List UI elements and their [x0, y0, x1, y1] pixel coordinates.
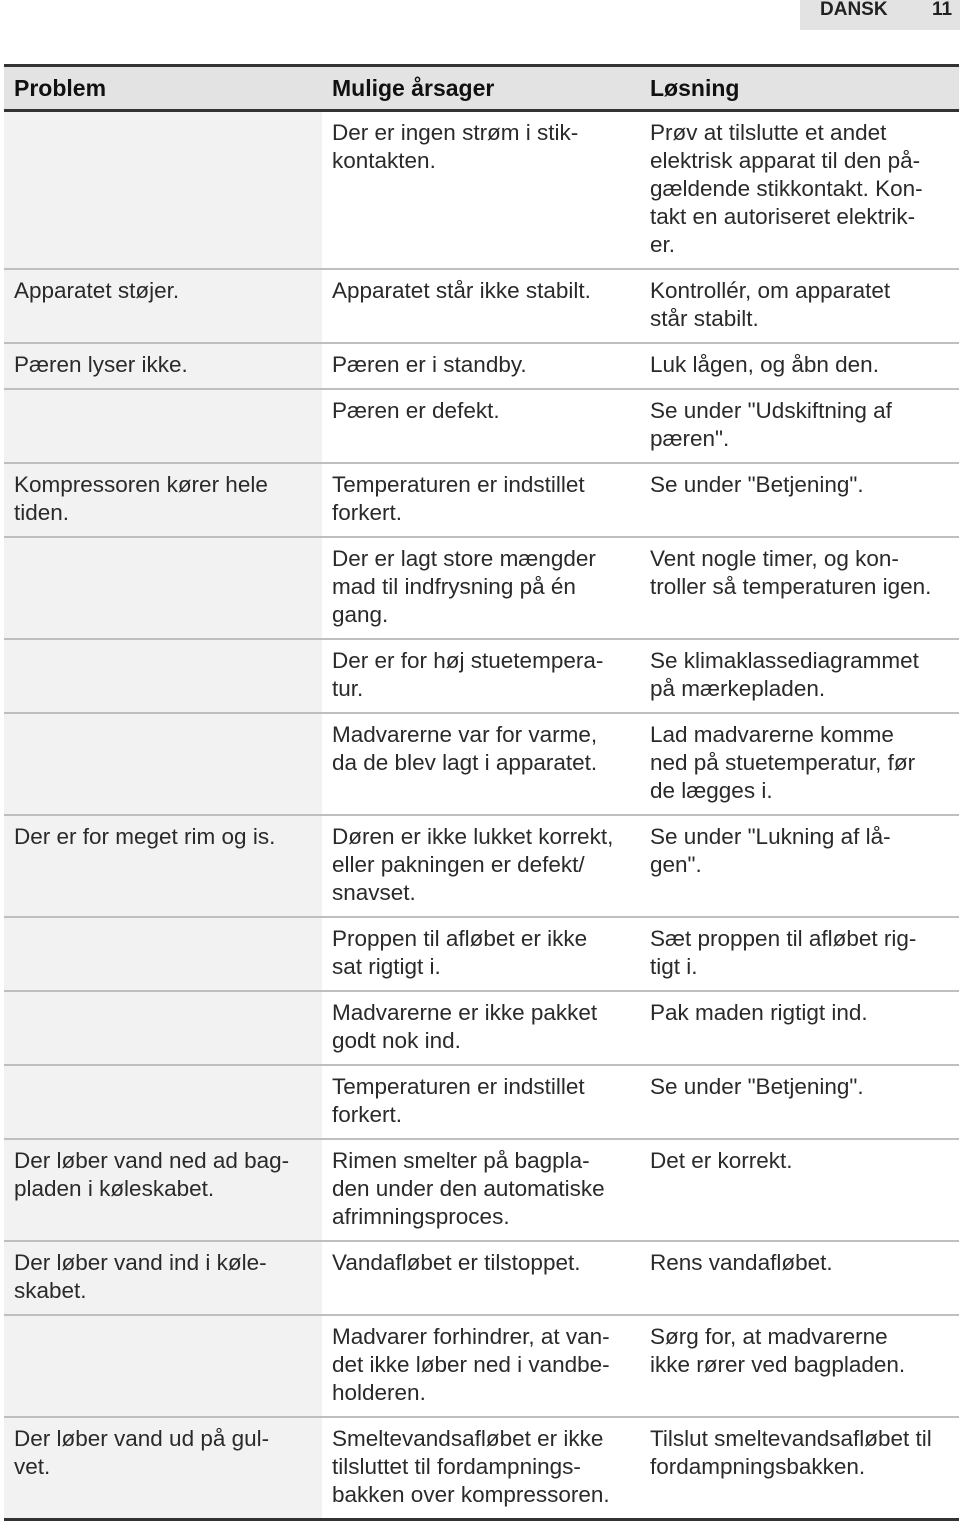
cause-cell: Pæren er i standby. [322, 343, 640, 389]
problem-cell: Der løber vand ud på gul- vet. [4, 1417, 322, 1520]
cause-cell: Apparatet står ikke stabilt. [322, 269, 640, 343]
problem-cell [4, 713, 322, 815]
problem-cell [4, 917, 322, 991]
cause-cell: Madvarerne er ikke pakket godt nok ind. [322, 991, 640, 1065]
problem-cell [4, 111, 322, 270]
table-row [4, 537, 959, 639]
table-row [4, 1417, 959, 1520]
cause-cell: Temperaturen er indstillet forkert. [322, 463, 640, 537]
table-row [4, 1241, 959, 1315]
page-number: 11 [932, 0, 953, 20]
table-row [4, 343, 959, 389]
column-header-problem: Problem [4, 66, 322, 111]
table-row [4, 463, 959, 537]
table-row [4, 1139, 959, 1241]
solution-cell: Se under "Lukning af lå- gen". [640, 815, 959, 917]
solution-cell: Sæt proppen til afløbet rig- tigt i. [640, 917, 959, 991]
cause-cell: Madvarer forhindrer, at van- det ikke løber ned i vandbe- holderen. [322, 1315, 640, 1417]
cause-cell: Proppen til afløbet er ikke sat rigtigt i. [322, 917, 640, 991]
solution-cell: Se under "Udskiftning af pæren". [640, 389, 959, 463]
table-row [4, 1065, 959, 1139]
solution-cell: Vent nogle timer, og kon- troller så temperaturen igen. [640, 537, 959, 639]
column-header-causes: Mulige årsager [322, 66, 640, 111]
solution-cell: Rens vandafløbet. [640, 1241, 959, 1315]
cause-cell: Smeltevandsafløbet er ikke tilsluttet til fordampnings- bakken over kompressoren. [322, 1417, 640, 1520]
troubleshooting-table [4, 64, 959, 1521]
cause-cell: Døren er ikke lukket korrekt, eller pakningen er defekt/ snavset. [322, 815, 640, 917]
problem-cell [4, 389, 322, 463]
solution-cell: Se under "Betjening". [640, 463, 959, 537]
solution-cell: Luk lågen, og åbn den. [640, 343, 959, 389]
problem-cell [4, 1065, 322, 1139]
cause-cell: Temperaturen er indstillet forkert. [322, 1065, 640, 1139]
table-header [4, 66, 959, 111]
table-row [4, 639, 959, 713]
solution-cell: Lad madvarerne komme ned på stuetemperatur, før de lægges i. [640, 713, 959, 815]
problem-cell: Der løber vand ind i køle- skabet. [4, 1241, 322, 1315]
problem-cell: Der er for meget rim og is. [4, 815, 322, 917]
page-header-bar [800, 0, 960, 30]
cause-cell: Der er for høj stuetempera- tur. [322, 639, 640, 713]
cause-cell: Rimen smelter på bagpla- den under den automatiske afrimningsproces. [322, 1139, 640, 1241]
problem-cell: Pæren lyser ikke. [4, 343, 322, 389]
solution-cell: Det er korrekt. [640, 1139, 959, 1241]
table-body [4, 111, 959, 1520]
solution-cell: Se under "Betjening". [640, 1065, 959, 1139]
solution-cell: Se klimaklassediagrammet på mærkepladen. [640, 639, 959, 713]
problem-cell [4, 639, 322, 713]
cause-cell: Vandafløbet er tilstoppet. [322, 1241, 640, 1315]
table-row [4, 389, 959, 463]
problem-cell: Der løber vand ned ad bag- pladen i køleskabet. [4, 1139, 322, 1241]
column-header-solution: Løsning [640, 66, 959, 111]
table-row [4, 815, 959, 917]
problem-cell [4, 537, 322, 639]
table-row [4, 917, 959, 991]
table-row [4, 991, 959, 1065]
cause-cell: Der er lagt store mængder mad til indfrysning på én gang. [322, 537, 640, 639]
cause-cell: Pæren er defekt. [322, 389, 640, 463]
table-row [4, 713, 959, 815]
problem-cell [4, 991, 322, 1065]
solution-cell: Kontrollér, om apparatet står stabilt. [640, 269, 959, 343]
header-row [4, 66, 959, 111]
problem-cell [4, 1315, 322, 1417]
cause-cell: Madvarerne var for varme, da de blev lagt i apparatet. [322, 713, 640, 815]
table-row [4, 269, 959, 343]
table-row [4, 1315, 959, 1417]
solution-cell: Sørg for, at madvarerne ikke rører ved bagpladen. [640, 1315, 959, 1417]
solution-cell: Prøv at tilslutte et andet elektrisk apparat til den på- gældende stikkontakt. Kon- takt en autoriseret elektrik- er. [640, 111, 959, 270]
solution-cell: Tilslut smeltevandsafløbet til fordampningsbakken. [640, 1417, 959, 1520]
problem-cell: Kompressoren kører hele tiden. [4, 463, 322, 537]
language-label: DANSK [820, 0, 888, 20]
solution-cell: Pak maden rigtigt ind. [640, 991, 959, 1065]
cause-cell: Der er ingen strøm i stik- kontakten. [322, 111, 640, 270]
table-row [4, 111, 959, 270]
problem-cell: Apparatet støjer. [4, 269, 322, 343]
